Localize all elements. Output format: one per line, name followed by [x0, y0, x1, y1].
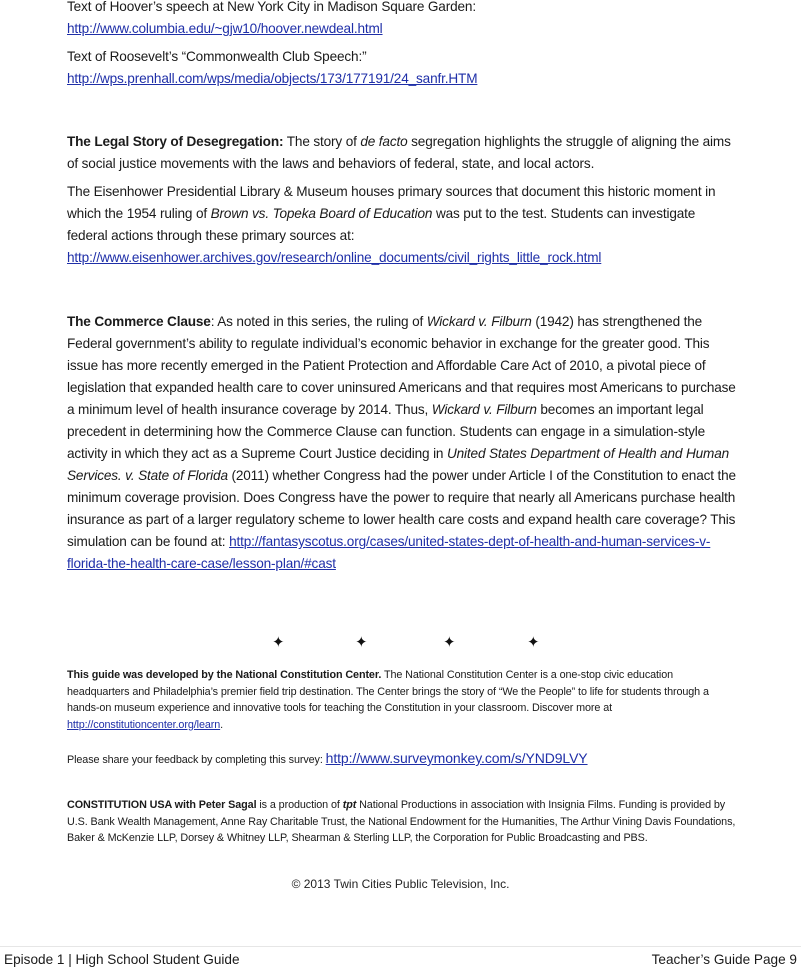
star-icon: ✦ — [272, 634, 285, 651]
section-divider — [0, 634, 801, 652]
hoover-label: Text of Hoover’s speech at New York City in Madison Square Garden: — [67, 0, 476, 14]
survey-note — [67, 750, 737, 769]
roosevelt-source — [67, 46, 737, 90]
copyright: © 2013 Twin Cities Public Television, Inc. — [291, 877, 510, 891]
desegregation-paragraph-1: The Legal Story of Desegregation: The story of de facto segregation highlights the struggle of aligning the aims of social justice movements with the laws and behaviors of federal, state, and local actors. — [67, 134, 731, 171]
footer-divider — [0, 946, 801, 947]
fantasyscotus-link[interactable]: http://fantasyscotus.org/cases/united-states-dept-of-health-and-human-services-v-florida-the-health-care-case/lesson-plan/#cast — [67, 534, 711, 571]
footer-episode-label: Episode 1 | High School Student Guide — [4, 952, 240, 967]
star-icon: ✦ — [443, 634, 456, 651]
footer-page-number: Teacher’s Guide Page 9 — [651, 952, 797, 967]
desegregation-section — [67, 131, 737, 269]
star-icon: ✦ — [355, 634, 368, 651]
ncc-note: This guide was developed by the National Constitution Center. The National Constitution Center is a one-stop civic education headquarters and Philadelphia’s premier field trip destination. The Center brings the story of “We the People” to life for students through a hands-on museum experience and innovative tools for teaching the Constitution in your classroom. Discover more at http://constitutioncenter.org/learn. — [67, 669, 709, 731]
constitution-center-link[interactable]: http://constitutioncenter.org/learn — [67, 718, 221, 731]
survey-label: Please share your feedback by completing this survey: — [67, 754, 326, 766]
commerce-heading: The Commerce Clause — [67, 314, 211, 329]
hoover-link[interactable]: http://www.columbia.edu/~gjw10/hoover.newdeal.html — [67, 21, 383, 36]
roosevelt-link[interactable]: http://wps.prenhall.com/wps/media/objects/173/177191/24_sanfr.HTM — [67, 71, 478, 86]
commerce-clause-section — [67, 311, 737, 575]
credits-note: CONSTITUTION USA with Peter Sagal is a production of tpt National Productions in association with Insignia Films. Funding is provided by U.S. Bank Wealth Management, Anne Ray Charitable Trust, the National Endowment for the Humanities, The Arthur Vining Davis Foundations, Baker & McKenzie LLP, Dorsey & Whitney LLP, Shearman & Sterling LLP, the Corporation for Public Broadcasting and PBS. — [67, 799, 736, 844]
survey-link[interactable]: http://www.surveymonkey.com/s/YND9LVY — [325, 750, 588, 766]
roosevelt-label: Text of Roosevelt’s “Commonwealth Club Speech:” — [67, 49, 367, 64]
desegregation-paragraph-2: The Eisenhower Presidential Library & Museum houses primary sources that document this historic moment in which the 1954 ruling of Brown vs. Topeka Board of Education was put to the test. Students can investigate federal actions through these primary sources at: http://www.eisenhower.archives.gov/research/online_documents/civil_rights_little_rock.html — [67, 184, 716, 265]
commerce-paragraph: The Commerce Clause: As noted in this series, the ruling of Wickard v. Filburn (1942) has strengthened the Federal government’s ability to regulate individual’s economic behavior in exchange for the greater good. This issue has more recently emerged in the Patient Protection and Affordable Care Act of 2010, a pivotal piece of legislation that expanded health care to cover uninsured Americans and that requires most Americans to purchase a minimum level of health insurance coverage by 2014. Thus, Wickard v. Filburn becomes an important legal precedent in determining how the Commerce Clause can function. Students can engage in a simulation-style activity in which they act as a Supreme Court Justice deciding in United States Department of Health and Human Services. v. State of Florida (2011) whether Congress had the power under Article I of the Constitution to enact the minimum coverage provision. Does Congress have the power to require that nearly all Americans purchase health insurance as part of a larger regulatory scheme to lower health care costs and expand health care coverage? This simulation can be found at: http://fantasyscotus.org/cases/united-states-dept-of-health-and-human-services-v-florida-the-health-care-case/lesson-plan/#cast — [67, 314, 736, 571]
eisenhower-link[interactable]: http://www.eisenhower.archives.gov/research/online_documents/civil_rights_little_rock.html — [67, 250, 602, 265]
desegregation-heading: The Legal Story of Desegregation: — [67, 134, 284, 149]
star-icon: ✦ — [527, 634, 540, 651]
hoover-source — [67, 0, 737, 40]
